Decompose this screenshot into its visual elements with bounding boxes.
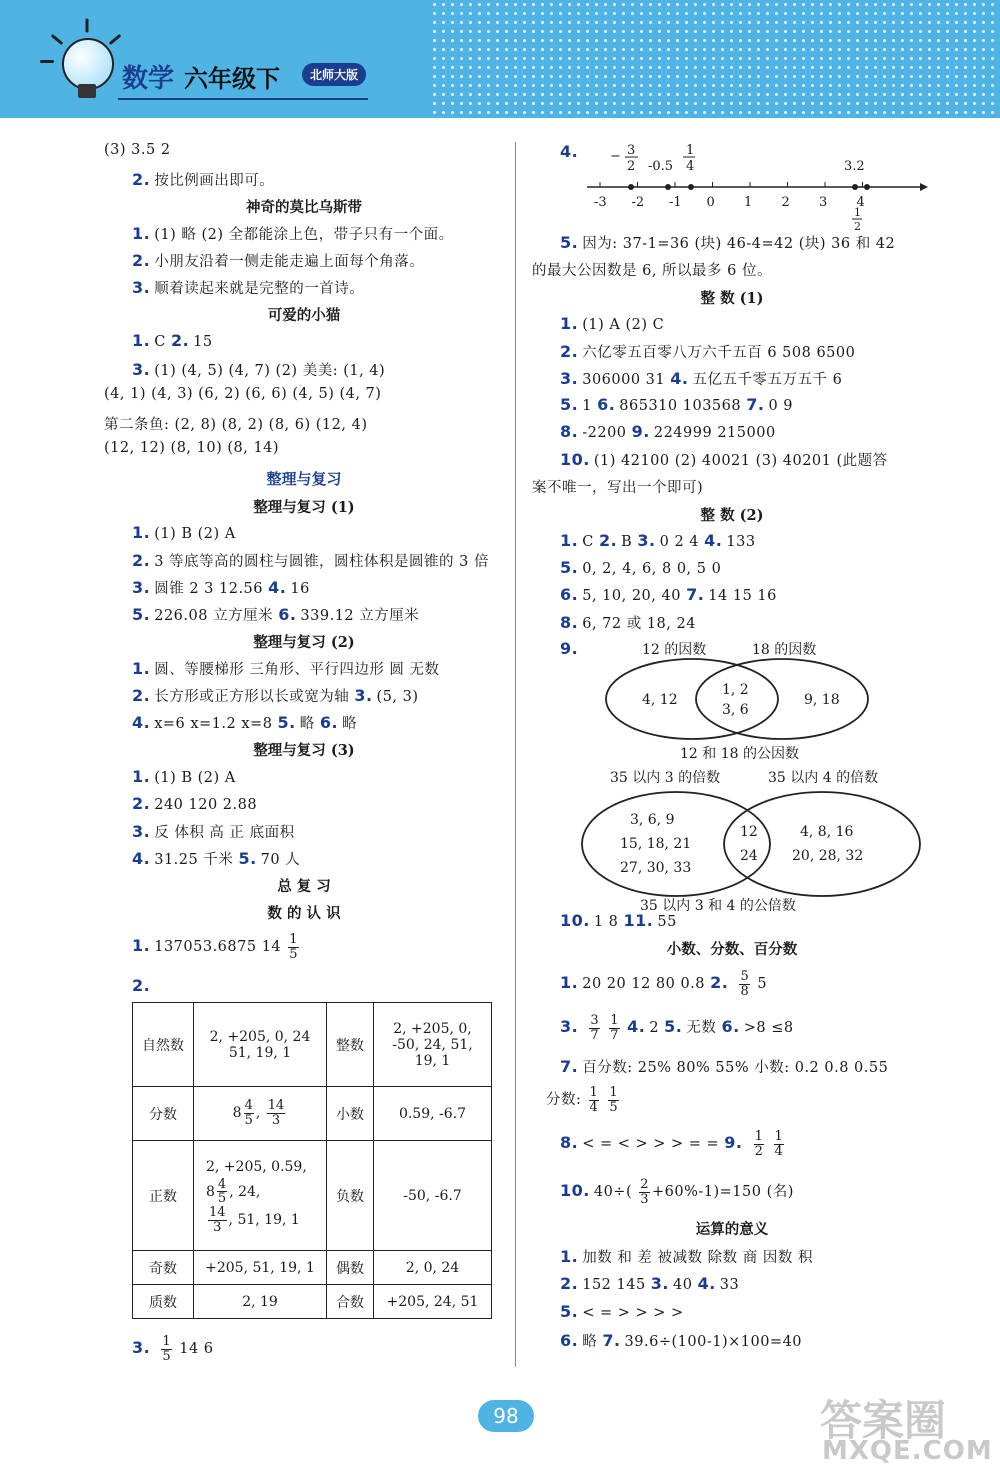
- answer-text: 五亿五千零五万五千 6: [692, 372, 843, 388]
- table-cell: 合数: [327, 1285, 374, 1319]
- answer-line: 2. 152 145 3. 40 4. 33: [560, 1274, 740, 1293]
- table-cell: 2, 19: [194, 1285, 327, 1319]
- answer-text: (1) 略 (2) 全都能涂上色，带子只有一个面。: [154, 227, 454, 243]
- section-heading: 整理与复习 (2): [253, 634, 355, 651]
- answer-text: 14 6: [179, 1341, 214, 1358]
- answer-text: >8 ≤8: [743, 1020, 794, 1037]
- answer-text: 865310 103568: [619, 398, 742, 414]
- answer-line: (4, 1) (4, 3) (6, 2) (6, 6) (4, 5) (4, 7): [104, 386, 382, 402]
- answer-line: (12, 12) (8, 10) (8, 14): [104, 440, 280, 456]
- label-frac-den: 2: [627, 159, 636, 174]
- answer-text: 0 9: [768, 398, 793, 414]
- table-row: [133, 1087, 492, 1141]
- answer-text: 反 体积 高 正 底面积: [154, 825, 295, 841]
- answer-line: 案不唯一，写出一个即可): [532, 480, 704, 496]
- table-cell: 2, 0, 24: [374, 1251, 492, 1285]
- venn-region-a: 3, 6, 9: [630, 812, 675, 828]
- answer-line: 5. < = > > > >: [560, 1302, 684, 1321]
- answer-text: 5: [757, 976, 768, 993]
- page-number: 98: [478, 1400, 534, 1432]
- answer-text: 240 120 2.88: [154, 797, 258, 813]
- answer-text: 百分数: 25% 80% 55% 小数: 0.2 0.8 0.55: [582, 1060, 889, 1076]
- bulb-ray: [86, 19, 89, 33]
- answer-line: 8. 6, 72 或 18, 24: [560, 613, 696, 632]
- axis-arrow: [920, 183, 928, 191]
- answer-text: x=6 x=1.2 x=8: [154, 716, 273, 732]
- answer-text: 16: [290, 581, 310, 597]
- answer-line: 3. 反 体积 高 正 底面积: [132, 822, 295, 841]
- answer-text: 0 2 4: [659, 534, 700, 550]
- table-cell: 自然数: [133, 1003, 194, 1087]
- number-line: [582, 140, 932, 230]
- answer-line: 1. 加数 和 差 被减数 除数 商 因数 积: [560, 1247, 813, 1266]
- chapter-heading: 整理与复习: [266, 470, 342, 488]
- answer-line: 8. -2200 9. 224999 215000: [560, 422, 776, 441]
- answer-text: (1) A (2) C: [582, 317, 665, 333]
- fraction: $\frac{1}{5}$: [609, 1085, 619, 1115]
- answer-text: -2200: [582, 425, 627, 441]
- answer-text: 加数 和 差 被减数 除数 商 因数 积: [582, 1250, 813, 1266]
- grade-title: 六年级下: [184, 65, 281, 93]
- answer-text: 40÷(: [593, 1184, 633, 1201]
- venn-diagram-multiples: [572, 766, 932, 914]
- fraction: $\frac{1}{2}$: [754, 1129, 764, 1159]
- table-cell: -50, -6.7: [374, 1141, 492, 1251]
- venn-circle-b: [696, 659, 868, 739]
- answer-line: 3. (1) (4, 5) (4, 7) (2) 美美: (1, 4): [132, 360, 386, 379]
- answer-text: (1) B (2) A: [154, 770, 236, 786]
- table-cell: 2, +205, 0.59, 8 $\frac{4}{5}$ , 24, $\frac{14}{3}$ , 51, 19, 1: [194, 1141, 327, 1251]
- answer-text: 40: [673, 1277, 693, 1293]
- answer-text: 0, 2, 4, 6, 8 0, 5 0: [582, 561, 722, 577]
- label-frac-num: 3: [627, 143, 636, 158]
- point: [864, 184, 870, 190]
- answer-line: 4. 31.25 千米 5. 70 人: [132, 849, 301, 868]
- answer-text: 70 人: [260, 852, 301, 868]
- axis-tick-label: 0: [706, 195, 715, 210]
- venn-intersection: 24: [740, 848, 758, 864]
- answer-text: < = > > > >: [582, 1305, 684, 1321]
- fraction: $\frac{3}{7}$: [590, 1013, 600, 1043]
- venn-region-b: 20, 28, 32: [792, 848, 864, 864]
- answer-line: 2. 240 120 2.88: [132, 794, 258, 813]
- answer-line: 1. 137053.6875 14 $\frac{1}{5}$: [132, 932, 299, 962]
- answer-line: 2. 长方形或正方形以长或宽为轴 3. (5, 3): [132, 686, 419, 705]
- answer-line: 3. $\frac{3}{7}$ $\frac{1}{7}$ 4. 2 5. 无数 6. >8 ≤8: [560, 1013, 794, 1043]
- answer-text: C: [582, 534, 594, 550]
- page-header: [0, 0, 1000, 118]
- answer-line: 6. 5, 10, 20, 40 7. 14 15 16: [560, 585, 777, 604]
- book-title: [122, 58, 280, 95]
- answer-text: 5, 10, 20, 40: [582, 588, 681, 604]
- table-row: [133, 1285, 492, 1319]
- table-cell: 分数: [133, 1087, 194, 1141]
- venn-region-a: 4, 12: [642, 692, 678, 708]
- venn-caption: 12 和 18 的公因数: [680, 746, 799, 762]
- answer-text: 33: [719, 1277, 740, 1293]
- venn-label: 12 的因数: [642, 642, 707, 658]
- answer-line: 2. 六亿零五百零八万六千五百 6 508 6500: [560, 342, 856, 361]
- answer-line: 9.: [560, 639, 579, 658]
- axis-tick-label: -3: [594, 195, 607, 210]
- answer-text: 226.08 立方厘米: [154, 608, 274, 624]
- answer-text: C: [154, 334, 166, 350]
- fraction: $\frac{1}{5}$: [289, 932, 299, 962]
- venn-label: 35 以内 3 的倍数: [610, 770, 721, 786]
- answer-text: 略: [299, 716, 315, 732]
- section-heading: 整 数 (1): [700, 290, 764, 307]
- answer-text: 分数:: [546, 1092, 582, 1109]
- answer-text: 55: [657, 914, 677, 930]
- answer-line: 5. 0, 2, 4, 6, 8 0, 5 0: [560, 558, 722, 577]
- venn-intersection: 12: [740, 824, 758, 840]
- answer-line: 1. 圆、等腰梯形 三角形、平行四边形 圆 无数: [132, 659, 440, 678]
- answer-text: 略: [582, 1334, 598, 1350]
- bulb-ray: [40, 60, 54, 63]
- answer-text: 339.12 立方厘米: [300, 608, 420, 624]
- bulb-ray: [51, 34, 64, 45]
- point: [852, 184, 858, 190]
- fraction: $\frac{1}{4}$: [589, 1085, 599, 1115]
- answer-text: 略: [342, 716, 358, 732]
- answer-text: 20 20 12 80 0.8: [582, 976, 706, 993]
- table-cell: 正数: [133, 1141, 194, 1251]
- title-underline: [118, 98, 368, 100]
- fraction: $\frac{1}{7}$: [610, 1013, 619, 1043]
- label-frac-den: 4: [686, 159, 695, 174]
- answer-line: 1. (1) A (2) C: [560, 314, 665, 333]
- answer-line: 3. $\frac{1}{5}$ 14 6: [132, 1334, 214, 1364]
- venn-circle-a: [606, 659, 778, 739]
- answer-text: 14 15 16: [708, 588, 777, 604]
- table-cell: 8 $\frac{4}{5}$ , $\frac{14}{3}$: [194, 1087, 327, 1141]
- answer-line: 5. 1 6. 865310 103568 7. 0 9: [560, 395, 793, 414]
- answer-line: 1. C 2. 15: [132, 331, 213, 350]
- answer-text: 15: [193, 334, 213, 350]
- venn-intersection: 3, 6: [722, 702, 749, 718]
- answer-line: [546, 1086, 621, 1114]
- answer-line: 1. (1) 略 (2) 全都能涂上色，带子只有一个面。: [132, 224, 454, 243]
- answer-line: 2. 3 等底等高的圆柱与圆锥，圆柱体积是圆锥的 3 倍: [132, 551, 489, 570]
- venn-label: 35 以内 4 的倍数: [768, 770, 879, 786]
- subject-title: 数学: [122, 64, 175, 94]
- answer-line: 6. 略 7. 39.6÷(100-1)×100=40: [560, 1331, 803, 1350]
- answer-text: (1) B (2) A: [154, 526, 236, 542]
- nl-mark-label: 3.2: [844, 159, 865, 174]
- venn-diagram-factors: [592, 638, 912, 763]
- answer-text: B: [621, 534, 633, 550]
- section-heading: 整 数 (2): [700, 507, 764, 524]
- axis-tick-label: -2: [631, 195, 645, 210]
- point: [688, 184, 694, 190]
- answer-line: 1. 20 20 12 80 0.8 2. $\frac{5}{8}$ 5: [560, 969, 768, 999]
- answer-line: 1. (1) B (2) A: [132, 523, 236, 542]
- answer-line: 2.: [132, 976, 151, 995]
- section-heading: 数 的 认 识: [267, 905, 341, 922]
- answer-text: (1) 42100 (2) 40021 (3) 40201 (此题答: [593, 453, 888, 469]
- label-frac-num: 1: [854, 206, 861, 219]
- venn-label: 18 的因数: [752, 642, 817, 658]
- table-row: [133, 1141, 492, 1251]
- section-heading: 可爱的小猫: [267, 307, 341, 324]
- answer-text: 长方形或正方形以长或宽为轴: [154, 689, 350, 705]
- answer-text: 306000 31: [582, 372, 666, 388]
- answer-line: 第二条鱼: (2, 8) (8, 2) (8, 6) (12, 4): [104, 417, 368, 433]
- table-cell: 2, +205, 0, -50, 24, 51, 19, 1: [374, 1003, 492, 1087]
- fraction: $\frac{2}{3}$: [640, 1177, 649, 1207]
- venn-region-b: 4, 8, 16: [800, 824, 854, 840]
- point: [665, 184, 671, 190]
- edition-badge: 北师大版: [302, 63, 366, 86]
- bulb-ray: [109, 34, 122, 45]
- table-cell: +205, 51, 19, 1: [194, 1251, 327, 1285]
- venn-region-b: 9, 18: [804, 692, 840, 708]
- answer-line: 8. < = < > > > = = 9. $\frac{1}{2}$ $\frac{1}{4}$: [560, 1129, 784, 1159]
- section-heading: 小数、分数、百分数: [666, 941, 798, 958]
- table-cell: 2, +205, 0, 24 51, 19, 1: [194, 1003, 327, 1087]
- section-heading: 运算的意义: [695, 1221, 769, 1238]
- answer-line: 2. 按比例画出即可。: [132, 170, 275, 189]
- answer-text: 152 145: [582, 1277, 646, 1293]
- answer-line: 5. 因为: 37-1=36 (块) 46-4=42 (块) 36 和 42: [560, 233, 896, 252]
- venn-region-a: 27, 30, 33: [620, 860, 692, 876]
- answer-line: 3. 306000 31 4. 五亿五千零五万五千 6: [560, 369, 843, 388]
- answer-text: 224999 215000: [653, 425, 776, 441]
- answer-text: 顺着读起来就是完整的一首诗。: [154, 281, 365, 297]
- answer-text: 6, 72 或 18, 24: [582, 616, 696, 632]
- answer-text: 六亿零五百零八万六千五百 6 508 6500: [582, 345, 856, 361]
- section-heading: 整理与复习 (3): [253, 742, 355, 759]
- dot-pattern: [430, 0, 1000, 118]
- answer-line: 的最大公因数是 6, 所以最多 6 位。: [532, 263, 772, 279]
- number-classification-table: [132, 1002, 492, 1319]
- table-row: [133, 1003, 492, 1087]
- axis-tick-label: 1: [744, 195, 753, 210]
- axis-tick-label: 4: [856, 195, 865, 210]
- answer-text: 133: [726, 534, 756, 550]
- section-heading: 神奇的莫比乌斯带: [246, 199, 362, 216]
- column-divider: [515, 142, 516, 1367]
- lightbulb-icon: [62, 38, 114, 90]
- answer-text: 按比例画出即可。: [154, 173, 275, 189]
- answer-line: 7. 百分数: 25% 80% 55% 小数: 0.2 0.8 0.55: [560, 1057, 889, 1076]
- answer-line: (3) 3.5 2: [104, 142, 171, 158]
- answer-text: (5, 3): [376, 689, 419, 705]
- answer-line: 1. C 2. B 3. 0 2 4 4. 133: [560, 531, 756, 550]
- section-heading: 整理与复习 (1): [253, 499, 355, 516]
- answer-text: 圆、等腰梯形 三角形、平行四边形 圆 无数: [154, 662, 440, 678]
- answer-line: 4. x=6 x=1.2 x=8 5. 略 6. 略: [132, 713, 358, 732]
- table-cell: 负数: [327, 1141, 374, 1251]
- answer-text: < = < > > > = =: [582, 1136, 720, 1153]
- answer-line: 1. (1) B (2) A: [132, 767, 236, 786]
- answer-text: (1) (4, 5) (4, 7) (2) 美美: (1, 4): [154, 363, 386, 379]
- point: [628, 184, 634, 190]
- section-heading: 总 复 习: [277, 878, 331, 895]
- answer-text: +60%-1)=150 (名): [652, 1184, 794, 1201]
- answer-text: 圆锥 2 3 12.56: [154, 581, 264, 597]
- nl-mark-label: -0.5: [648, 159, 674, 174]
- label-frac-num: 1: [686, 143, 695, 158]
- fraction: $\frac{5}{8}$: [740, 969, 750, 999]
- table-cell: 0.59, -6.7: [374, 1087, 492, 1141]
- answer-text: 2: [649, 1020, 660, 1037]
- label-neg-3-2: −: [610, 149, 621, 164]
- answer-line: 10. 40÷( $\frac{2}{3}$ +60%-1)=150 (名): [560, 1177, 794, 1207]
- answer-line: 10. 1 8 11. 55: [560, 911, 677, 930]
- answer-line: 2. 小朋友沿着一侧走能走遍上面每个角落。: [132, 251, 425, 270]
- answer-line: 4.: [560, 142, 579, 161]
- answer-text: 无数: [686, 1020, 717, 1037]
- fraction: $\frac{1}{4}$: [774, 1129, 784, 1159]
- venn-region-a: 15, 18, 21: [620, 836, 692, 852]
- answer-text: 1: [582, 398, 592, 414]
- watermark-logo: 答案圈: [820, 1396, 947, 1445]
- lightbulb-base: [78, 84, 96, 98]
- answer-text: 小朋友沿着一侧走能走遍上面每个角落。: [154, 254, 425, 270]
- venn-intersection: 1, 2: [722, 682, 749, 698]
- answer-text: 31.25 千米: [154, 852, 234, 868]
- venn-caption: 35 以内 3 和 4 的公倍数: [640, 898, 796, 914]
- answer-line: 3. 顺着读起来就是完整的一首诗。: [132, 278, 365, 297]
- table-cell: 质数: [133, 1285, 194, 1319]
- axis-tick-label: -1: [669, 195, 682, 210]
- answer-line: 10. (1) 42100 (2) 40021 (3) 40201 (此题答: [560, 450, 888, 469]
- axis-tick-label: 3: [819, 195, 828, 210]
- answer-text: 39.6÷(100-1)×100=40: [624, 1334, 803, 1350]
- table-row: [133, 1251, 492, 1285]
- table-cell: 偶数: [327, 1251, 374, 1285]
- table-cell: +205, 24, 51: [374, 1285, 492, 1319]
- fraction: $\frac{1}{5}$: [162, 1334, 172, 1364]
- answer-line: 3. 圆锥 2 3 12.56 4. 16: [132, 578, 310, 597]
- table-cell: 小数: [327, 1087, 374, 1141]
- table-cell: 整数: [327, 1003, 374, 1087]
- answer-text: 1 8: [593, 914, 619, 930]
- table-cell: 奇数: [133, 1251, 194, 1285]
- answer-text: 因为: 37-1=36 (块) 46-4=42 (块) 36 和 42: [582, 236, 896, 252]
- answer-text: 3 等底等高的圆柱与圆锥，圆柱体积是圆锥的 3 倍: [154, 554, 489, 570]
- axis-tick-label: 2: [781, 195, 790, 210]
- watermark-url: MXQE.COM: [822, 1436, 993, 1466]
- answer-text: 137053.6875 14: [154, 939, 282, 956]
- label-frac-den: 2: [854, 220, 861, 230]
- answer-line: 5. 226.08 立方厘米 6. 339.12 立方厘米: [132, 605, 420, 624]
- venn-circle-b: [724, 792, 920, 896]
